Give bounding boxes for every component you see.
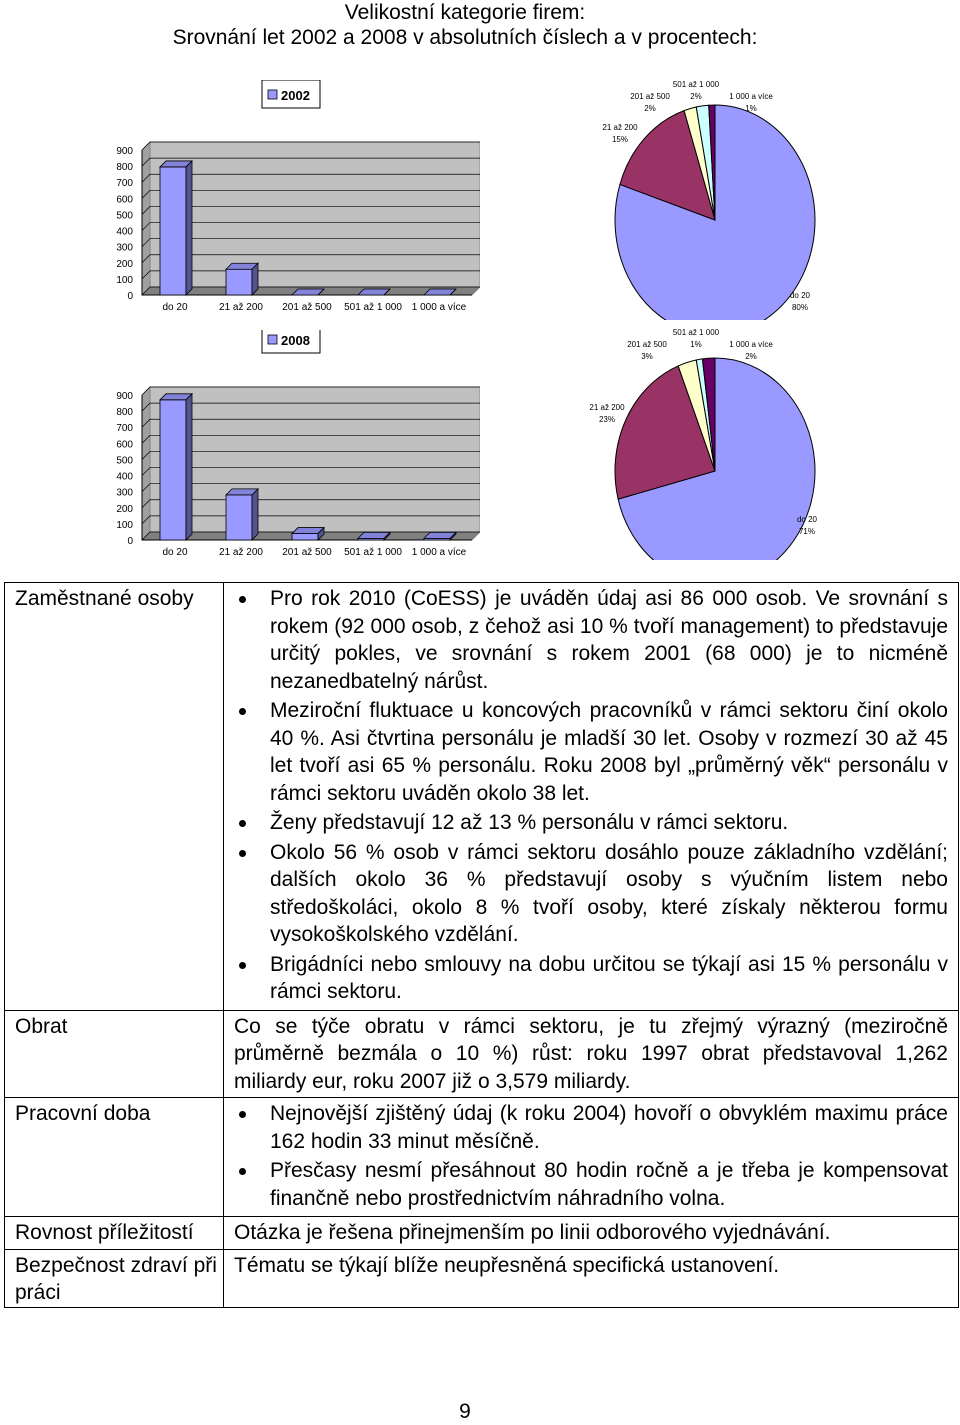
- info-table: [4, 582, 959, 1308]
- legend-swatch: [268, 90, 277, 99]
- row-working-time: [5, 1098, 959, 1217]
- label-safety: Bezpečnost zdraví při práci: [5, 1249, 224, 1307]
- plot-back-wall: [150, 142, 480, 287]
- x-tick-label: 21 až 200: [219, 547, 263, 558]
- bar-side-0: [186, 394, 192, 540]
- bullet-item: Pro rok 2010 (CoESS) je uváděn údaj asi 86 000 osob. Ve srovnání s rokem (92 000 osob, z čehož asi 10 % tvoří management) to představuje určitý pokles, ve srovnání s rokem 2001 (68 000) je to nicméně nezanedbatelný nárůst.: [270, 585, 948, 695]
- y-tick-label: 600: [116, 439, 133, 451]
- label-turnover: Obrat: [5, 1010, 224, 1098]
- text-safety: Tématu se týkají blíže neupřesněná specifická ustanovení.: [224, 1249, 959, 1307]
- heading-line-2: Srovnání let 2002 a 2008 v absolutních číslech a v procentech:: [172, 26, 758, 49]
- y-tick-label: 100: [116, 274, 133, 286]
- bar-side-0: [186, 161, 192, 295]
- bullet-item: Nejnovější zjištěný údaj (k roku 2004) hovoří o obvyklém maximu práce 162 hodin 33 minut měsíčně.: [270, 1100, 948, 1155]
- pie-value-label: 1%: [690, 340, 702, 349]
- bar-0: [160, 167, 186, 295]
- x-tick-label: 201 až 500: [282, 547, 332, 558]
- pie-label: 501 až 1 000: [672, 328, 720, 337]
- y-tick-label: 700: [116, 178, 133, 190]
- bullet-item: Přesčasy nesmí přesáhnout 80 hodin ročně a je třeba je kompensovat finančně nebo prostřednictvím náhradního volna.: [270, 1157, 948, 1212]
- pie-label: 1 000 a více: [729, 92, 773, 101]
- x-tick-label: 501 až 1 000: [344, 547, 402, 558]
- text-turnover: Co se týče obratu v rámci sektoru, je tu zřejmý výrazný (meziročně průměrně bezmála o 10 %) růst: roku 1997 obrat představoval 1,262 miliardy eur, roku 2007 již o 3,579 miliardy.: [224, 1010, 959, 1098]
- pie-value-label: 80%: [791, 303, 809, 312]
- bar-0: [160, 400, 186, 540]
- label-equal-opportunity: Rovnost příležitostí: [5, 1217, 224, 1250]
- y-tick-label: 300: [116, 242, 133, 254]
- row-turnover: [5, 1010, 959, 1098]
- page-number: 9: [459, 1400, 471, 1423]
- y-tick-label: 200: [116, 503, 133, 515]
- pie-value-label: 1%: [745, 104, 757, 113]
- heading-line-1: Velikostní kategorie firem:: [344, 1, 586, 24]
- bar-chart-2008: [100, 330, 480, 562]
- row-safety: [5, 1249, 959, 1307]
- plot-back-wall: [150, 387, 480, 532]
- bullet-item: Ženy představují 12 až 13 % personálu v rámci sektoru.: [270, 809, 948, 837]
- y-tick-label: 700: [116, 423, 133, 435]
- bullet-item: Brigádníci nebo smlouvy na dobu určitou se týkají asi 15 % personálu v rámci sektoru.: [270, 951, 948, 1006]
- x-tick-label: 21 až 200: [219, 302, 263, 313]
- row-employees: [5, 583, 959, 1011]
- pie-value-label: 3%: [641, 352, 653, 361]
- pie-label: do 20: [789, 291, 811, 300]
- bullet-item: Meziroční fluktuace u koncových pracovníků v rámci sektoru činí okolo 40 %. Asi čtvrtina personálu je mladší 30 let. Osoby v rozmezí 30 až 45 let tvoří asi 65 % personálu. Roku 2008 byl „průměrný věk“ personálu v rámci sektoru uváděn okolo 38 let.: [270, 697, 948, 807]
- bar-1: [226, 269, 252, 295]
- bar-chart-2002: [100, 80, 480, 315]
- pie-value-label: 71%: [798, 527, 816, 536]
- x-tick-label: 1 000 a více: [411, 547, 467, 558]
- y-tick-label: 500: [116, 455, 133, 467]
- bar-side-1: [252, 263, 258, 295]
- label-employees: Zaměstnané osoby: [5, 583, 224, 1011]
- x-tick-label: do 20: [162, 302, 188, 313]
- legend-label: 2008: [281, 333, 310, 348]
- label-working-time: Pracovní doba: [5, 1098, 224, 1217]
- y-tick-label: 900: [116, 146, 133, 157]
- y-tick-label: 400: [116, 471, 133, 483]
- pie-label: 501 až 1 000: [672, 80, 720, 89]
- y-tick-label: 800: [116, 407, 133, 419]
- pie-label: 1 000 a více: [729, 340, 773, 349]
- pie-label: 201 až 500: [630, 92, 670, 101]
- y-tick-label: 500: [116, 210, 133, 222]
- bar-side-1: [252, 489, 258, 540]
- x-tick-label: do 20: [162, 547, 188, 558]
- pie-value-label: 2%: [745, 352, 757, 361]
- y-tick-label: 600: [116, 194, 133, 206]
- y-tick-label: 800: [116, 162, 133, 174]
- pie-label: 21 až 200: [602, 123, 638, 132]
- pie-value-label: 15%: [611, 135, 629, 144]
- y-tick-label: 100: [116, 519, 133, 531]
- x-tick-label: 1 000 a více: [411, 302, 467, 313]
- bar-2: [292, 534, 318, 540]
- pie-label: do 20: [796, 515, 818, 524]
- pie-label: 201 až 500: [627, 340, 667, 349]
- y-tick-label: 900: [116, 391, 133, 402]
- row-equal-opportunity: [5, 1217, 959, 1250]
- legend-label: 2002: [281, 88, 310, 103]
- y-tick-label: 0: [127, 291, 133, 302]
- pie-chart-2002: [585, 75, 845, 320]
- x-tick-label: 201 až 500: [282, 302, 332, 313]
- x-tick-label: 501 až 1 000: [344, 302, 402, 313]
- pie-value-label: 2%: [690, 92, 702, 101]
- text-equal-opportunity: Otázka je řešena přinejmenším po linii odborového vyjednávání.: [224, 1217, 959, 1250]
- bullet-item: Okolo 56 % osob v rámci sektoru dosáhlo pouze základního vzdělání; dalších okolo 36 % představují osoby s výučním listem nebo středoškoláci, okolo 8 % tvoří osoby, které získaly některou formu vysokoškolského vzdělání.: [270, 839, 948, 949]
- y-tick-label: 400: [116, 226, 133, 238]
- pie-chart-2008: [585, 325, 845, 560]
- y-tick-label: 200: [116, 258, 133, 270]
- y-tick-label: 0: [127, 536, 133, 547]
- pie-label: 21 až 200: [589, 403, 625, 412]
- pie-value-label: 23%: [598, 415, 616, 424]
- pie-value-label: 2%: [644, 104, 656, 113]
- y-tick-label: 300: [116, 487, 133, 499]
- legend-swatch: [268, 335, 277, 344]
- bar-1: [226, 495, 252, 540]
